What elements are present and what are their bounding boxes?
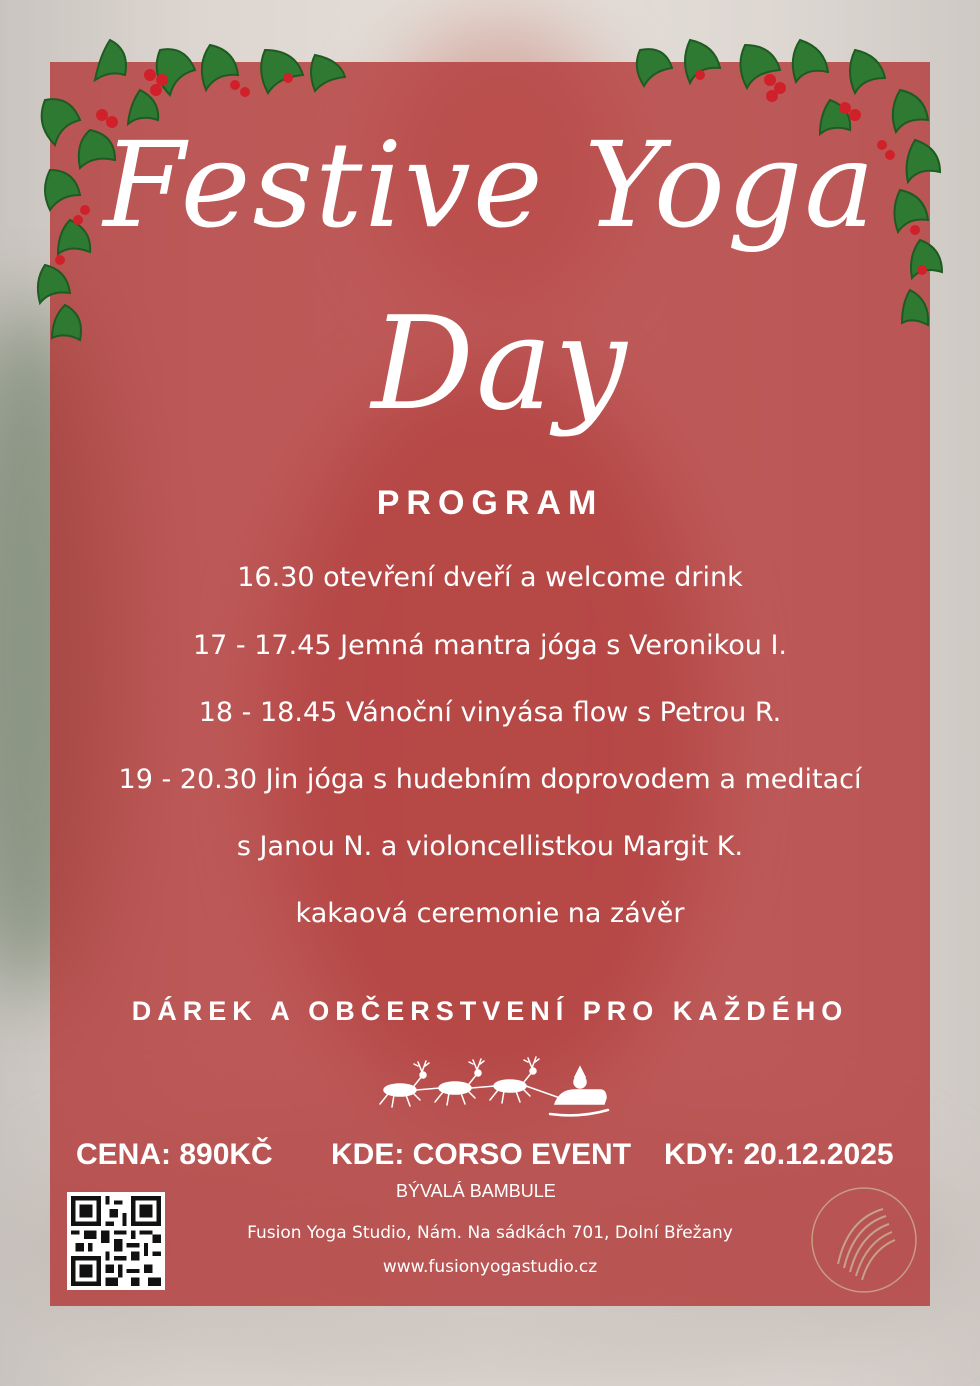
schedule-item: s Janou N. a violoncellistkou Margit K. [236,831,744,862]
gift-heading: DÁREK A OBČERSTVENÍ PRO KAŽDÉHO [131,996,849,1026]
qr-code-icon[interactable] [67,1192,165,1290]
date-label: KDY: 20.12.2025 [664,1138,894,1171]
schedule-item: 19 - 20.30 Jin jóga s hudebním doprovodem a meditací [118,764,862,795]
title-day: Day [371,290,629,439]
price-label: CENA: 890KČ [76,1138,273,1171]
program-heading: PROGRAM [376,484,604,522]
title-festive-yoga: Festive Yoga [103,116,877,254]
santa-sleigh-reindeer-icon [370,1052,610,1124]
schedule-item: 17 - 17.45 Jemná mantra jóga s Veronikou I. [192,630,788,661]
website-link[interactable]: www.fusionyogastudio.cz [382,1257,598,1277]
schedule-item: 18 - 18.45 Vánoční vinyása flow s Petrou R. [198,697,782,728]
studio-address: Fusion Yoga Studio, Nám. Na sádkách 701, Dolní Břežany [247,1223,733,1243]
schedule-item: 16.30 otevření dveří a welcome drink [237,562,743,593]
schedule-item: kakaová ceremonie na závěr [295,898,685,929]
studio-logo-icon [808,1184,920,1296]
venue-subtitle: BÝVALÁ BAMBULE [396,1181,556,1201]
venue-label: KDE: CORSO EVENT [331,1138,632,1171]
